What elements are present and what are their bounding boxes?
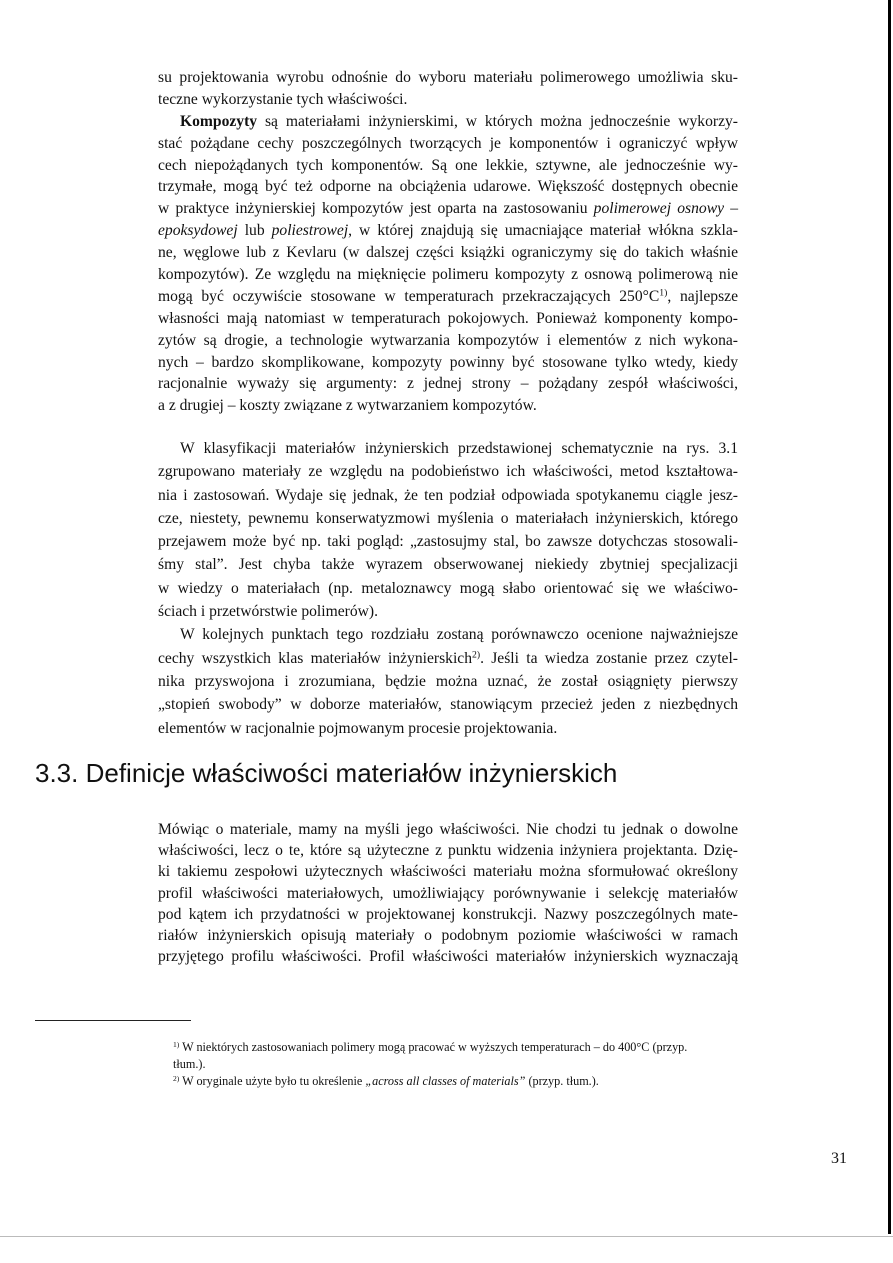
text-run: nika przyswojona i zrozumiana, będzie można uznać, że został osiągnięty pierwszy <box>158 672 738 690</box>
text-run: trzymałe, mogą być też odporne na obciążenia udarowe. Większość dostępnych obecnie <box>158 178 738 196</box>
text-run: W oryginale użyte było tu określenie <box>179 1074 366 1088</box>
text-line <box>158 155 738 177</box>
text-line <box>158 67 738 89</box>
text-run: elementów w racjonalnie pojmowanym procesie projektowania. <box>158 719 558 737</box>
text-line <box>158 861 738 882</box>
text-run: kompozytów). Ze względu na mięknięcie polimeru kompozyty z osnową polimerową nie <box>158 266 738 284</box>
text-run: W kolejnych punktach tego rozdziału zostaną porównawczo ocenione najważniejsze <box>180 626 738 644</box>
text-line <box>158 198 738 220</box>
footnote-marker: 1) <box>173 1039 180 1049</box>
text-run: ki takiemu zespołowi użytecznych właściwości materiału można sformułować określony <box>158 863 738 881</box>
page-number: 31 <box>831 1150 847 1167</box>
footnote-marker: 2) <box>472 649 481 661</box>
text-line <box>158 553 738 576</box>
section-heading: 3.3. Definicje właściwości materiałów inżynierskich <box>35 758 618 788</box>
text-run: tłum.). <box>173 1057 206 1071</box>
text-run: przejawem może być np. taki pogląd: „zastosujmy stal, bo zawsze dotychczas stosowali- <box>158 533 738 551</box>
text-run: , w której znajdują się umacniające materiał włókna szkla- <box>348 222 738 240</box>
scan-bottom-edge <box>0 1236 893 1237</box>
text-run: właściwości, lecz o te, które są użyteczne z punktu widzenia inżyniera projektanta. Dzię- <box>158 842 738 860</box>
text-line <box>158 819 738 840</box>
text-line <box>158 925 738 946</box>
text-line <box>158 89 738 111</box>
text-run: racjonalnie wyważy się argumenty: z jednej strony – pożądany zespół właściwości, <box>158 375 738 393</box>
text-run: , najlepsze <box>667 287 739 305</box>
text-run: nych – bardzo skomplikowane, kompozyty powinny być stosowane tylko wtedy, kiedy <box>158 353 738 371</box>
text-run: . Jeśli ta wiedza zostanie przez czytel- <box>480 649 738 667</box>
text-run: zgrupowano materiały ze względu na podobieństwo ich właściwości, metod kształtowa- <box>158 463 738 481</box>
text-run: śmy stal”. Jest chyba także wyrazem obserwowanej niekiedy zbytniej specjalizacji <box>158 556 738 574</box>
footnote-marker: 2) <box>173 1073 180 1083</box>
text-line <box>158 111 738 133</box>
text-run: własności mają natomiast w temperaturach pokojowych. Ponieważ komponenty kompo- <box>158 309 738 327</box>
text-run: nia i zastosowań. Wydaje się jednak, że ten podział odpowiada spotykanemu ciągle jesz- <box>158 486 738 504</box>
text-run: lub <box>237 222 272 240</box>
text-line <box>158 460 738 483</box>
text-line <box>173 1073 738 1090</box>
text-line <box>158 507 738 530</box>
text-line <box>158 484 738 507</box>
text-line <box>173 1039 738 1056</box>
text-line <box>158 395 738 417</box>
text-line <box>158 670 738 693</box>
text-run: su projektowania wyrobu odnośnie do wyboru materiału polimerowego umożliwia sku- <box>158 69 738 86</box>
italic-text: polimerowej osnowy – <box>593 200 738 218</box>
text-run: ne, węglowe lub z Kevlaru (w dalszej części książki ograniczymy się do takich właśnie <box>158 244 738 262</box>
body-text-part-2 <box>158 437 738 740</box>
text-run: profil właściwości materiałowych, umożliwiający porównywanie i selekcję materiałów <box>158 884 738 902</box>
italic-text: epoksydowej <box>158 222 238 240</box>
text-run: stać pożądane cechy poszczególnych tworzących je komponentów i ograniczyć wpływ <box>158 134 738 152</box>
text-line <box>158 308 738 330</box>
text-line <box>158 647 738 670</box>
text-run: pod kątem ich przydatności w projektowanej konstrukcji. Nazwy poszczególnych mate- <box>158 905 738 923</box>
text-run: cechy wszystkich klas materiałów inżynierskich <box>158 649 473 667</box>
text-run: ściach i przetwórstwie polimerów). <box>158 603 378 621</box>
bold-term: Kompozyty <box>180 112 258 130</box>
text-line <box>173 1056 738 1073</box>
text-line <box>158 693 738 716</box>
text-line <box>158 373 738 395</box>
section-body-text <box>158 819 738 967</box>
text-line <box>158 840 738 861</box>
text-line <box>158 600 738 623</box>
text-run: „stopień swobody” w doborze materiałów, stanowiącym przecież jeden z niezbędnych <box>158 696 738 714</box>
text-line <box>158 176 738 198</box>
text-run: W niektórych zastosowaniach polimery mogą pracować w wyższych temperaturach – do 400°C (przyp. <box>179 1040 688 1054</box>
italic-text: poliestrowej <box>271 222 349 240</box>
scan-edge-line <box>888 0 891 1234</box>
text-line <box>158 530 738 553</box>
text-line <box>158 717 738 740</box>
footnote-marker: 1) <box>659 287 668 299</box>
footnote-divider <box>35 1020 191 1021</box>
text-line <box>158 264 738 286</box>
text-run: w wiedzy o materiałach (np. metaloznawcy mogą słabo orientować się we właściwo- <box>158 579 738 597</box>
text-line <box>158 133 738 155</box>
text-run: W klasyfikacji materiałów inżynierskich przedstawionej schematycznie na rys. 3.1 <box>180 440 738 457</box>
text-run: cech niepożądanych tych komponentów. Są one lekkie, sztywne, ale jednocześnie wy- <box>158 156 738 174</box>
text-run: a z drugiej – koszty związane z wytwarzaniem kompozytów. <box>158 397 537 415</box>
text-run: (przyp. tłum.). <box>525 1074 599 1088</box>
text-line <box>158 946 738 967</box>
text-line <box>158 220 738 242</box>
italic-text: „across all classes of materials” <box>365 1074 526 1088</box>
text-line <box>158 437 738 460</box>
body-text-part-1 <box>158 67 738 417</box>
text-run: zytów są drogie, a technologie wytwarzania kompozytów i elementów z nich wykona- <box>158 331 738 349</box>
text-run: mogą być oczywiście stosowane w temperaturach przekraczających 250°C <box>158 287 660 305</box>
footnotes <box>173 1039 738 1090</box>
text-run: riałów inżynierskich opisują materiały o podobnym poziomie właściwości w ramach <box>158 926 738 944</box>
text-run: w praktyce inżynierskiej kompozytów jest oparta na zastosowaniu <box>158 200 594 218</box>
text-line <box>158 352 738 374</box>
text-line <box>158 904 738 925</box>
text-line <box>158 242 738 264</box>
text-line <box>158 577 738 600</box>
text-run: przyjętego profilu właściwości. Profil właściwości materiałów inżynierskich wyznaczają <box>158 948 738 966</box>
text-run: są materiałami inżynierskimi, w których można jednocześnie wykorzy- <box>257 112 738 130</box>
text-line <box>158 286 738 308</box>
text-line <box>158 330 738 352</box>
text-run: cze, niestety, pewnemu konserwatyzmowi myślenia o materiałach inżynierskich, którego <box>158 509 738 527</box>
text-line <box>158 623 738 646</box>
text-line <box>158 883 738 904</box>
text-run: teczne wykorzystanie tych właściwości. <box>158 90 408 108</box>
text-run: Mówiąc o materiale, mamy na myśli jego właściwości. Nie chodzi tu jednak o dowolne <box>158 821 738 838</box>
